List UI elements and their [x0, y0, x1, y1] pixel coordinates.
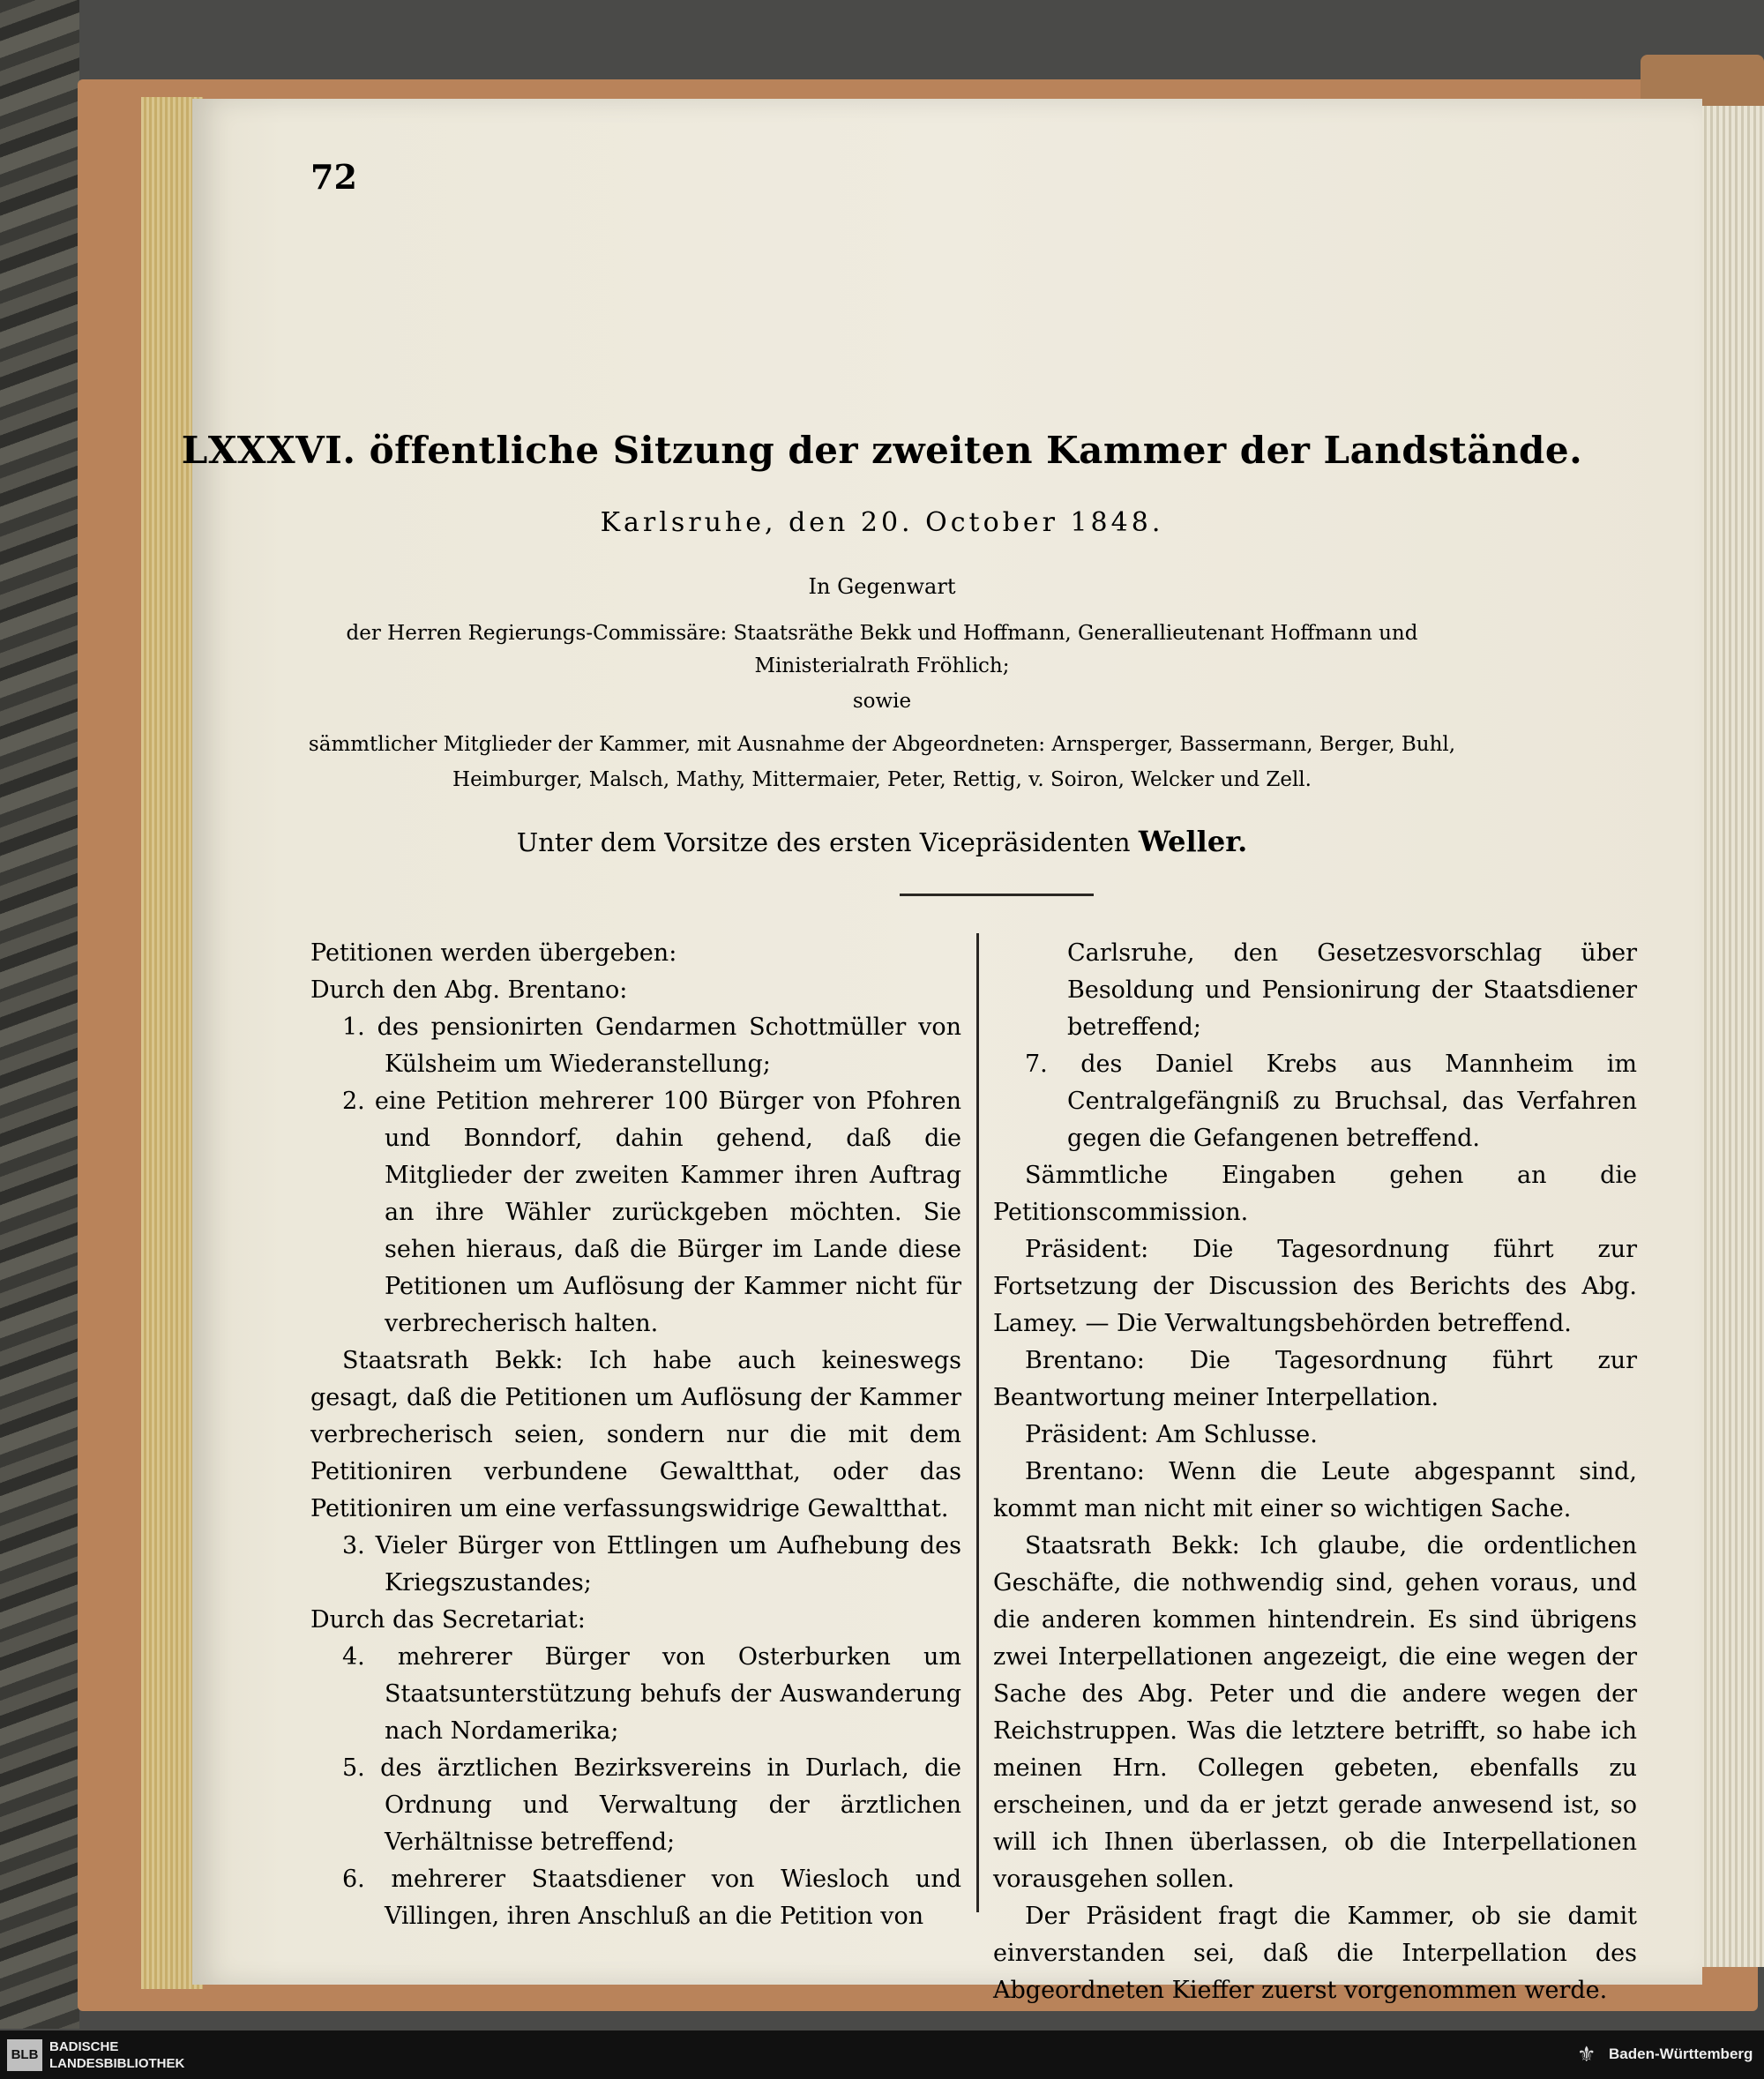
paragraph: Durch den Abg. Brentano:	[310, 976, 628, 1004]
blb-name[interactable]	[49, 2038, 184, 2072]
petition-item: 6. mehrerer Staatsdiener von Wiesloch und Villingen, ihren Anschluß an die Petition von	[342, 1866, 961, 1930]
paragraph: Durch das Secretariat:	[310, 1606, 586, 1634]
petition-item: 4. mehrerer Bürger von Osterburken um Staatsunterstützung behufs der Auswanderung nach Nordamerika;	[342, 1643, 961, 1745]
blb-logo-icon[interactable]: BLB	[7, 2039, 42, 2071]
title-rule	[900, 894, 1094, 896]
left-column	[310, 935, 961, 1935]
paragraph: Präsident: Am Schlusse.	[1025, 1421, 1318, 1448]
paragraph: Brentano: Wenn die Leute abgespannt sind, kommt man nicht mit einer so wichtigen Sache.	[993, 1458, 1637, 1522]
place-date: Karlsruhe, den 20. October 1848.	[600, 507, 1164, 538]
right-column	[993, 935, 1637, 2009]
session-title: LXXXVI. öffentliche Sitzung der zweiten Kammer der Landstände.	[181, 429, 1583, 472]
petition-item: 7. des Daniel Krebs aus Mannheim im Centralgefängniß zu Bruchsal, das Verfahren gegen die Gefangenen betreffend.	[1025, 1051, 1637, 1152]
commissioners-line-2: Ministerialrath Fröhlich;	[754, 654, 1010, 677]
presidency-line	[0, 825, 1764, 858]
paragraph: Staatsrath Bekk: Ich glaube, die ordentlichen Geschäfte, die nothwendig sind, gehen voraus, und die anderen kommen hintendrein. Es sind übrigens zwei Interpellationen angezeigt, die eine wegen der Sache des Abg. Peter und die andere wegen der Reichstruppen. Was die letztere betrifft, so habe ich meinen Hrn. Collegen gebeten, ebenfalls zu erscheinen, und da er jetzt gerade anwesend ist, so will ich Ihnen überlassen, ob die Interpellationen vorausgehen sollen.	[993, 1532, 1637, 1893]
paragraph: Präsident: Die Tagesordnung führt zur Fortsetzung der Discussion des Berichts des Abg. Lamey. — Die Verwaltungsbehörden betreffend.	[993, 1236, 1637, 1337]
petition-item-continued: Carlsruhe, den Gesetzesvorschlag über Besoldung und Pensionirung der Staatsdiener betreffend;	[1067, 939, 1637, 1041]
paragraph: Der Präsident fragt die Kammer, ob sie damit einverstanden sei, daß die Interpellation des Abgeordneten Kieffer zuerst vorgenommen werde.	[993, 1903, 1637, 2004]
petition-item: 3. Vieler Bürger von Ettlingen um Aufhebung des Kriegszustandes;	[342, 1532, 961, 1597]
column-divider	[976, 933, 979, 1912]
petition-item: 1. des pensionirten Gendarmen Schottmüller von Külsheim um Wiederanstellung;	[342, 1013, 961, 1078]
paragraph: Sämmtliche Eingaben gehen an die Petitionscommission.	[993, 1162, 1637, 1226]
members-line-1: sämmtlicher Mitglieder der Kammer, mit Ausnahme der Abgeordneten: Arnsperger, Bassermann, Berger, Buhl,	[308, 733, 1456, 756]
paragraph: Brentano: Die Tagesordnung führt zur Beantwortung meiner Interpellation.	[993, 1347, 1637, 1411]
paragraph: Staatsrath Bekk: Ich habe auch keineswegs gesagt, daß die Petitionen um Auflösung der Kammer verbrecherisch seien, sondern nur die mit dem Petitioniren verbundene Gewaltthat, oder das Petitioniren um eine verfassungswidrige Gewaltthat.	[310, 1347, 961, 1522]
blb-line-2: LANDESBIBLIOTHEK	[49, 2056, 185, 2071]
petition-item: 5. des ärztlichen Bezirksvereins in Durlach, die Ordnung und Verwaltung der ärztlichen Verhältnisse betreffend;	[342, 1754, 961, 1856]
blb-line-1: BADISCHE	[49, 2039, 119, 2054]
petition-item: 2. eine Petition mehrerer 100 Bürger von Pfohren und Bonndorf, dahin gehend, daß die Mitglieder der zweiten Kammer ihren Auftrag an ihre Wähler zurückgeben möchten. Sie sehen hieraus, daß die Bürger im Lande diese Petitionen um Auflösung der Kammer nicht für verbrecherisch halten.	[342, 1088, 961, 1337]
bw-name[interactable]: Baden-Württemberg	[1609, 2045, 1753, 2062]
paragraph: Petitionen werden übergeben:	[310, 939, 677, 967]
presidency-name: Weller.	[1138, 825, 1248, 858]
commissioners-line-1: der Herren Regierungs-Commissäre: Staatsräthe Bekk und Hoffmann, Generallieutenant Hoffmann und	[346, 622, 1418, 645]
presence-heading: In Gegenwart	[808, 574, 956, 599]
sowie-line: sowie	[852, 690, 912, 713]
presidency-text: Unter dem Vorsitze des ersten Vicepräsidenten	[516, 827, 1131, 857]
page-edge-right	[1700, 106, 1764, 1967]
marbled-cover-edge	[0, 0, 79, 2029]
page-number: 72	[310, 157, 357, 197]
bw-lions-icon: ⚜	[1577, 2043, 1596, 2067]
footer-bar	[0, 2030, 1764, 2079]
members-line-2: Heimburger, Malsch, Mathy, Mittermaier, Peter, Rettig, v. Soiron, Welcker und Zell.	[452, 768, 1312, 791]
